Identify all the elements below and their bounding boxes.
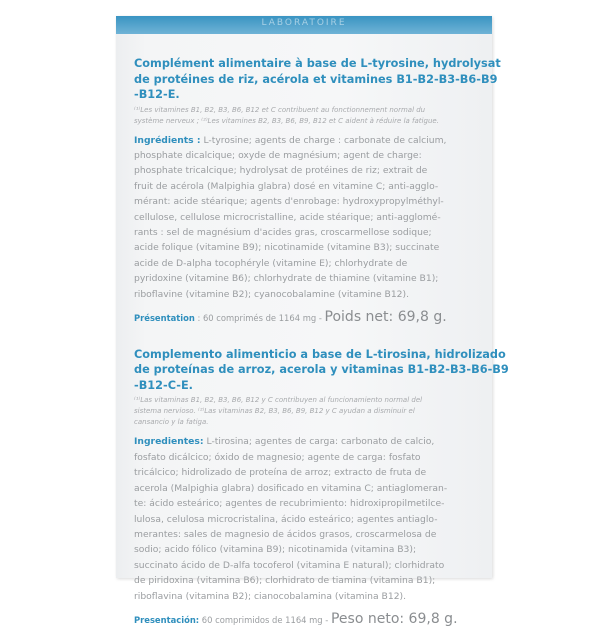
ingredients-text: cellulose, cellulose microcristalline, acide stéarique; anti-agglomé-	[134, 211, 441, 223]
product-title-line: de protéines de riz, acérola et vitamines B1-B2-B3-B6-B9	[134, 72, 498, 86]
footnote-line: système nerveux ; ⁽²⁾Les vitamines B2, B3, B6, B9, B12 et C aident à réduire la fatigue.	[134, 116, 439, 125]
ingredients-text: de piridoxina (vitamina B6); clorhidrato de tiamina (vitamina B1);	[134, 575, 436, 587]
ingredients-block	[134, 133, 484, 302]
ingredients-line	[134, 542, 484, 557]
ingredients-text: phosphate tricalcique; hydrolysat de protéines de riz; extrait de	[134, 165, 428, 177]
ingredients-text: phosphate dicalcique; oxyde de magnésium; agent de charge:	[134, 149, 422, 161]
ingredients-text: riboflavine (vitamine B2); cyanocobalamine (vitamine B12).	[134, 288, 410, 300]
footnote	[134, 105, 484, 127]
product-title-line: -B12-C-E.	[134, 378, 193, 392]
ingredients-text: acide de D-alpha tocophéryle (vitamine E); chlorhydrate de	[134, 257, 408, 269]
ingredients-line	[134, 225, 484, 240]
ingredients-line	[134, 589, 484, 604]
ingredients-text: L-tyrosine; agents de charge : carbonate de calcium,	[200, 134, 447, 146]
ingredients-block	[134, 434, 484, 603]
presentation-label: Presentación:	[134, 614, 200, 625]
footnote-line: cansancio y la fatiga.	[134, 418, 209, 427]
ingredients-line	[134, 194, 484, 209]
ingredients-line	[134, 512, 484, 527]
ingredients-line	[134, 256, 484, 271]
product-title-line: Complément alimentaire à base de L-tyrosine, hydrolysat	[134, 57, 501, 70]
presentation-line	[134, 309, 484, 325]
header-band-text: LABORATOIRE	[261, 18, 347, 28]
ingredients-line	[134, 148, 484, 163]
ingredients-label: Ingredientes:	[134, 436, 204, 448]
ingredients-line	[134, 465, 484, 480]
ingredients-line	[134, 434, 484, 449]
ingredients-line	[134, 573, 484, 588]
ingredients-line	[134, 481, 484, 496]
product-title-line: de proteínas de arroz, acerola y vitaminas B1-B2-B3-B6-B9	[134, 363, 509, 377]
ingredients-text: merantes: sales de magnesio de ácidos grasos, croscarmelosa de	[134, 528, 437, 540]
presentation-label: Présentation	[134, 312, 195, 323]
french-section	[134, 56, 501, 325]
ingredients-text: rants : sel de magnésium d'acides gras, croscarmellose sodique;	[134, 226, 432, 238]
ingredients-text: fruit de acérola (Malpighia glabra) dosé en vitamine C; anti-agglo-	[134, 180, 439, 192]
ingredients-text: tricálcico; hidrolizado de proteína de arroz; extracto de fruta de	[134, 467, 427, 479]
product-box-back	[116, 16, 509, 627]
spanish-section	[134, 347, 509, 627]
ingredients-line	[134, 450, 484, 465]
presentation-text: 60 comprimidos de 1164 mg -	[199, 614, 331, 625]
net-weight: Poids net: 69,8 g.	[324, 308, 447, 325]
footnote-line: ⁽¹⁾Las vitaminas B1, B2, B3, B6, B12 y C contribuyen al funcionamiento normal del	[134, 396, 423, 405]
ingredients-line	[134, 240, 484, 255]
ingredients-line	[134, 271, 484, 286]
presentation-text: : 60 comprimés de 1164 mg -	[194, 312, 325, 323]
footnote-line: ⁽¹⁾Les vitamines B1, B2, B3, B6, B12 et C contribuent au fonctionnement normal du	[134, 105, 426, 114]
ingredients-line	[134, 558, 484, 573]
footnote	[134, 395, 484, 428]
ingredients-text: mérant: acide stéarique; agents d'enrobage: hydroxypropylméthyl-	[134, 196, 444, 208]
ingredients-text: acerola (Malpighia glabra) dosificado en vitamina C; antiaglomeran-	[134, 482, 448, 494]
ingredients-text: riboflavina (vitamina B2); cianocobalamina (vitamina B12).	[134, 590, 407, 602]
ingredients-text: sodio; acido fólico (vitamina B9); nicotinamida (vitamina B3);	[134, 544, 417, 556]
ingredients-text: fosfato dicálcico; óxido de magnesio; agente de carga: fosfato	[134, 451, 421, 463]
ingredients-line	[134, 527, 484, 542]
net-weight: Peso neto: 69,8 g.	[330, 610, 458, 627]
ingredients-text: acide folique (vitamine B9); nicotinamide (vitamine B3); succinate	[134, 242, 440, 254]
ingredients-line	[134, 287, 484, 302]
ingredients-label: Ingrédients :	[134, 134, 201, 146]
ingredients-text: succinato ácido de D-alfa tocoferol (vitamina E natural); clorhidrato	[134, 559, 445, 571]
ingredients-text: te: ácido esteárico; agentes de recubrimiento: hidroxipropilmetilce-	[134, 498, 445, 510]
presentation-line	[134, 611, 484, 627]
header-band	[116, 16, 492, 34]
label-content	[134, 56, 509, 627]
ingredients-line	[134, 496, 484, 511]
product-title-line: Complemento alimenticio a base de L-tirosina, hidrolizado	[134, 347, 506, 361]
ingredients-line	[134, 163, 484, 178]
ingredients-line	[134, 133, 484, 148]
ingredients-text: lulosa, celulosa microcristalina, ácido esteárico; agentes antiaglo-	[134, 513, 438, 525]
ingredients-line	[134, 179, 484, 194]
ingredients-text: pyridoxine (vitamine B6); chlorhydrate de thiamine (vitamine B1);	[134, 273, 439, 285]
product-title-line: -B12-E.	[134, 88, 180, 101]
ingredients-line	[134, 210, 484, 225]
ingredients-text: L-tirosina; agentes de carga: carbonato de calcio,	[203, 436, 435, 448]
footnote-line: sistema nervioso. ⁽²⁾Las vitaminas B2, B3, B6, B9, B12 y C ayudan a disminuir el	[134, 407, 415, 416]
